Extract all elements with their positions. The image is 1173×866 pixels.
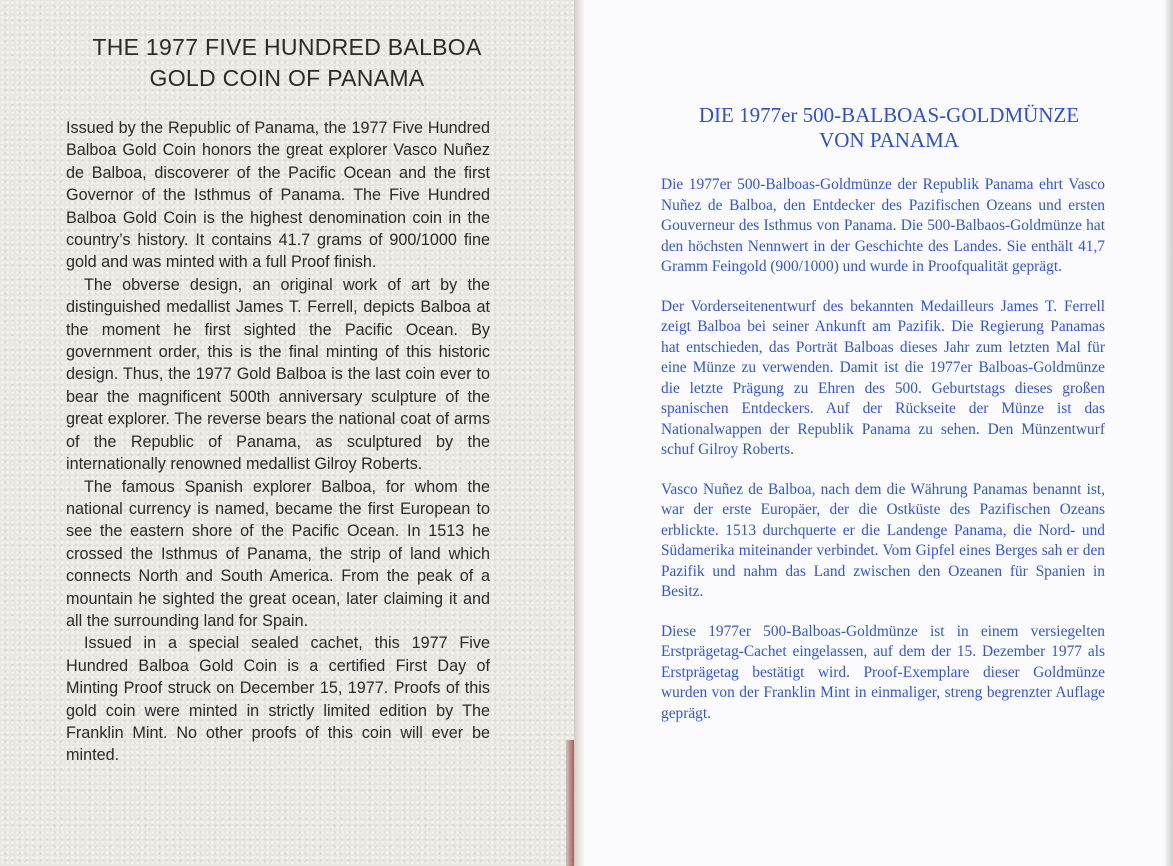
book-gutter bbox=[574, 0, 584, 866]
german-paragraph-4: Diese 1977er 500-Balboas-Goldmünze ist in einem versiegelten Erstprägetag-Cachet eingelassen, auf dem der 15. Dezember 1977 als Erstprägetag bestätigt wird. Proof-Exemplare dieser Goldmünze wurden von der Franklin Mint in einmaliger, streng begrenzter Auflage geprägt. bbox=[661, 622, 1105, 722]
german-page bbox=[584, 0, 1173, 866]
german-title-line-2: VON PANAMA bbox=[819, 128, 959, 152]
german-title bbox=[644, 103, 1134, 153]
german-paragraph-3: Vasco Nuñez de Balboa, nach dem die Währung Panamas benannt ist, war der erste Europäer, der die Ostküste des Pazifischen Ozeans erblickte. 1513 durchquerte er die Landenge Panama, die Nord- und Südamerika miteinander verbindet. Vom Gipfel eines Berges sah er den Pazifik und nahm das Land zwischen den Ozeanen für Spanien in Besitz. bbox=[661, 480, 1105, 600]
english-title-line-2: GOLD COIN OF PANAMA bbox=[149, 65, 425, 91]
english-body bbox=[66, 117, 490, 767]
english-paragraph-1: Issued by the Republic of Panama, the 1977 Five Hundred Balboa Gold Coin honors the great explorer Vasco Nuñez de Balboa, discoverer of the Pacific Ocean and the first Governor of the Isthmus of Panama. The Five Hundred Balboa Gold Coin is the highest denomination coin in the country’s history. It contains 41.7 grams of 900/1000 fine gold and was minted with a full Proof finish. bbox=[66, 119, 490, 272]
english-paragraph-2: The obverse design, an original work of art by the distinguished medallist James T. Ferrell, depicts Balboa at the moment he first sighted the Pacific Ocean. By government order, this is the final minting of this historic design. Thus, the 1977 Gold Balboa is the last coin ever to bear the magnificent 500th anniversary sculpture of the great explorer. The reverse bears the national coat of arms of the Republic of Panama, as sculptured by the internationally renowned medallist Gilroy Roberts. bbox=[66, 275, 490, 474]
english-page bbox=[0, 0, 584, 866]
english-title bbox=[40, 32, 534, 94]
german-paragraph-2: Der Vorderseitenentwurf des bekannten Medailleurs James T. Ferrell zeigt Balboa bei seiner Ankunft am Pazifik. Die Regierung Panamas hat entschieden, das Porträt Balboas dieses Jahr zum letzten Mal für eine Münze zu verwenden. Damit ist die 1977er Balboas-Goldmünze die letzte Prägung zu Ehren des 500. Geburtstags dieses großen spanischen Entdeckers. Auf der Rückseite der Münze ist das Nationalwappen der Republik Panama zu sehen. Den Münzentwurf schuf Gilroy Roberts. bbox=[661, 297, 1105, 458]
red-page-edge bbox=[566, 740, 574, 866]
german-paragraph-1: Die 1977er 500-Balboas-Goldmünze der Republik Panama ehrt Vasco Nuñez de Balboa, den Entdecker des Pazifischen Ozeans und ersten Gouverneur des Isthmus von Panama. Die 500-Balbaos-Goldmünze hat den höchsten Nennwert in der Geschichte des Landes. Sie enthält 41,7 Gramm Feingold (900/1000) und wurde in Proofqualität geprägt. bbox=[661, 176, 1105, 275]
english-paragraph-4: Issued in a special sealed cachet, this 1977 Five Hundred Balboa Gold Coin is a certified First Day of Minting Proof struck on December 15, 1977. Proofs of this gold coin were minted in strictly limited edition by The Franklin Mint. No other proofs of this coin will ever be minted. bbox=[66, 634, 490, 765]
english-title-line-1: THE 1977 FIVE HUNDRED BALBOA bbox=[92, 34, 482, 60]
english-paragraph-3: The famous Spanish explorer Balboa, for whom the national currency is named, became the first European to see the eastern shore of the Pacific Ocean. In 1513 he crossed the Isthmus of Panama, the strip of land which connects North and South America. From the peak of a mountain he sighted the great ocean, later claiming it and all the surrounding land for Spain. bbox=[66, 477, 490, 630]
german-title-line-1: DIE 1977er 500-BALBOAS-GOLDMÜNZE bbox=[698, 103, 1080, 127]
right-page-edge bbox=[1165, 0, 1173, 866]
german-body bbox=[661, 175, 1105, 743]
